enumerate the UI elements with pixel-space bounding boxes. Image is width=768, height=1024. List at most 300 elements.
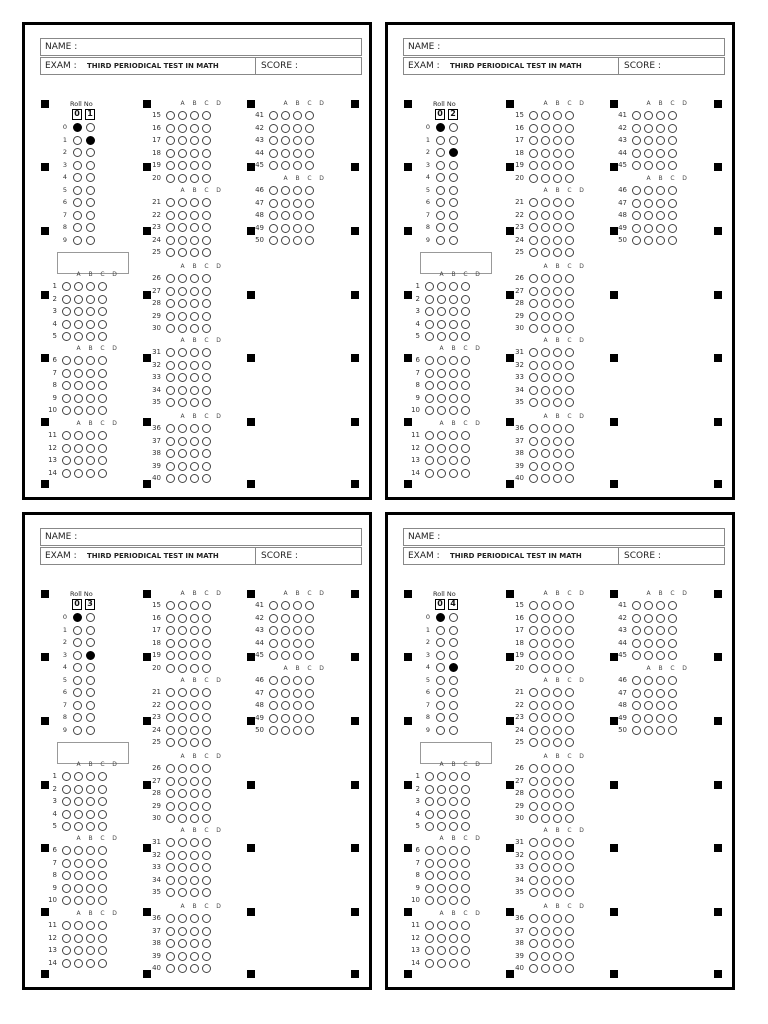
answer-bubble[interactable] <box>305 236 314 245</box>
answer-bubble[interactable] <box>202 863 211 872</box>
roll-bubble[interactable] <box>436 223 445 232</box>
answer-bubble[interactable] <box>644 236 653 245</box>
answer-bubble[interactable] <box>74 785 83 794</box>
answer-bubble[interactable] <box>541 324 550 333</box>
answer-bubble[interactable] <box>541 851 550 860</box>
answer-bubble[interactable] <box>553 361 562 370</box>
answer-bubble[interactable] <box>166 701 175 710</box>
answer-bubble[interactable] <box>190 324 199 333</box>
answer-bubble[interactable] <box>281 626 290 635</box>
answer-bubble[interactable] <box>461 921 470 930</box>
answer-bubble[interactable] <box>541 223 550 232</box>
answer-bubble[interactable] <box>293 639 302 648</box>
answer-bubble[interactable] <box>202 614 211 623</box>
answer-bubble[interactable] <box>202 274 211 283</box>
answer-bubble[interactable] <box>541 136 550 145</box>
answer-bubble[interactable] <box>644 714 653 723</box>
answer-bubble[interactable] <box>644 211 653 220</box>
answer-bubble[interactable] <box>529 136 538 145</box>
answer-bubble[interactable] <box>178 614 187 623</box>
answer-bubble[interactable] <box>541 248 550 257</box>
answer-bubble[interactable] <box>541 601 550 610</box>
answer-bubble[interactable] <box>86 456 95 465</box>
answer-bubble[interactable] <box>190 161 199 170</box>
answer-bubble[interactable] <box>166 287 175 296</box>
answer-bubble[interactable] <box>190 726 199 735</box>
answer-bubble[interactable] <box>202 939 211 948</box>
answer-bubble[interactable] <box>178 789 187 798</box>
answer-bubble[interactable] <box>529 777 538 786</box>
answer-bubble[interactable] <box>565 664 574 673</box>
answer-bubble[interactable] <box>553 386 562 395</box>
answer-bubble[interactable] <box>632 186 641 195</box>
answer-bubble[interactable] <box>644 136 653 145</box>
answer-bubble[interactable] <box>449 896 458 905</box>
answer-bubble[interactable] <box>565 299 574 308</box>
answer-bubble[interactable] <box>541 299 550 308</box>
answer-bubble[interactable] <box>668 136 677 145</box>
roll-bubble[interactable] <box>73 211 82 220</box>
answer-bubble[interactable] <box>86 785 95 794</box>
answer-bubble[interactable] <box>461 406 470 415</box>
answer-bubble[interactable] <box>202 726 211 735</box>
answer-bubble[interactable] <box>437 846 446 855</box>
answer-bubble[interactable] <box>541 287 550 296</box>
answer-bubble[interactable] <box>178 764 187 773</box>
answer-bubble[interactable] <box>190 738 199 747</box>
roll-bubble[interactable] <box>73 626 82 635</box>
answer-bubble[interactable] <box>166 361 175 370</box>
answer-bubble[interactable] <box>437 282 446 291</box>
answer-bubble[interactable] <box>461 959 470 968</box>
answer-bubble[interactable] <box>461 469 470 478</box>
answer-bubble[interactable] <box>202 136 211 145</box>
answer-bubble[interactable] <box>178 111 187 120</box>
answer-bubble[interactable] <box>305 726 314 735</box>
answer-bubble[interactable] <box>202 876 211 885</box>
answer-bubble[interactable] <box>565 111 574 120</box>
roll-bubble[interactable] <box>73 186 82 195</box>
answer-bubble[interactable] <box>668 651 677 660</box>
answer-bubble[interactable] <box>553 136 562 145</box>
answer-bubble[interactable] <box>293 124 302 133</box>
answer-bubble[interactable] <box>449 946 458 955</box>
answer-bubble[interactable] <box>656 224 665 233</box>
answer-bubble[interactable] <box>553 764 562 773</box>
answer-bubble[interactable] <box>425 884 434 893</box>
answer-bubble[interactable] <box>565 789 574 798</box>
answer-bubble[interactable] <box>541 437 550 446</box>
answer-bubble[interactable] <box>305 714 314 723</box>
answer-bubble[interactable] <box>74 469 83 478</box>
answer-bubble[interactable] <box>461 456 470 465</box>
answer-bubble[interactable] <box>437 356 446 365</box>
answer-bubble[interactable] <box>86 934 95 943</box>
answer-bubble[interactable] <box>529 814 538 823</box>
answer-bubble[interactable] <box>98 772 107 781</box>
answer-bubble[interactable] <box>178 174 187 183</box>
answer-bubble[interactable] <box>553 248 562 257</box>
answer-bubble[interactable] <box>541 424 550 433</box>
answer-bubble[interactable] <box>202 424 211 433</box>
answer-bubble[interactable] <box>166 713 175 722</box>
answer-bubble[interactable] <box>565 701 574 710</box>
answer-bubble[interactable] <box>565 373 574 382</box>
answer-bubble[interactable] <box>86 884 95 893</box>
answer-bubble[interactable] <box>461 810 470 819</box>
answer-bubble[interactable] <box>449 295 458 304</box>
answer-bubble[interactable] <box>269 726 278 735</box>
answer-bubble[interactable] <box>461 394 470 403</box>
answer-bubble[interactable] <box>656 601 665 610</box>
answer-bubble[interactable] <box>293 626 302 635</box>
answer-bubble[interactable] <box>553 952 562 961</box>
roll-bubble[interactable] <box>73 613 82 622</box>
answer-bubble[interactable] <box>293 136 302 145</box>
answer-bubble[interactable] <box>62 772 71 781</box>
answer-bubble[interactable] <box>565 324 574 333</box>
answer-bubble[interactable] <box>656 714 665 723</box>
answer-bubble[interactable] <box>86 332 95 341</box>
answer-bubble[interactable] <box>178 876 187 885</box>
answer-bubble[interactable] <box>166 124 175 133</box>
answer-bubble[interactable] <box>74 896 83 905</box>
answer-bubble[interactable] <box>202 386 211 395</box>
answer-bubble[interactable] <box>541 688 550 697</box>
answer-bubble[interactable] <box>449 444 458 453</box>
answer-bubble[interactable] <box>178 927 187 936</box>
answer-bubble[interactable] <box>269 161 278 170</box>
answer-bubble[interactable] <box>98 921 107 930</box>
answer-bubble[interactable] <box>178 373 187 382</box>
answer-bubble[interactable] <box>74 369 83 378</box>
answer-bubble[interactable] <box>166 939 175 948</box>
roll-bubble[interactable] <box>436 148 445 157</box>
answer-bubble[interactable] <box>281 614 290 623</box>
answer-bubble[interactable] <box>529 651 538 660</box>
answer-bubble[interactable] <box>449 431 458 440</box>
answer-bubble[interactable] <box>190 111 199 120</box>
answer-bubble[interactable] <box>305 689 314 698</box>
answer-bubble[interactable] <box>190 348 199 357</box>
answer-bubble[interactable] <box>202 701 211 710</box>
answer-bubble[interactable] <box>281 676 290 685</box>
answer-bubble[interactable] <box>62 846 71 855</box>
answer-bubble[interactable] <box>166 373 175 382</box>
answer-bubble[interactable] <box>86 369 95 378</box>
answer-bubble[interactable] <box>166 449 175 458</box>
answer-bubble[interactable] <box>565 437 574 446</box>
answer-bubble[interactable] <box>541 361 550 370</box>
answer-bubble[interactable] <box>541 211 550 220</box>
answer-bubble[interactable] <box>644 124 653 133</box>
answer-bubble[interactable] <box>437 921 446 930</box>
answer-bubble[interactable] <box>541 939 550 948</box>
answer-bubble[interactable] <box>644 651 653 660</box>
answer-bubble[interactable] <box>668 626 677 635</box>
answer-bubble[interactable] <box>74 959 83 968</box>
name-row[interactable] <box>40 528 362 546</box>
answer-bubble[interactable] <box>541 713 550 722</box>
answer-bubble[interactable] <box>461 884 470 893</box>
answer-bubble[interactable] <box>425 859 434 868</box>
answer-bubble[interactable] <box>632 149 641 158</box>
answer-bubble[interactable] <box>425 959 434 968</box>
answer-bubble[interactable] <box>529 838 538 847</box>
answer-bubble[interactable] <box>202 174 211 183</box>
answer-bubble[interactable] <box>461 320 470 329</box>
roll-bubble[interactable] <box>86 688 95 697</box>
answer-bubble[interactable] <box>166 688 175 697</box>
answer-bubble[interactable] <box>269 111 278 120</box>
answer-bubble[interactable] <box>293 726 302 735</box>
answer-bubble[interactable] <box>74 822 83 831</box>
answer-bubble[interactable] <box>553 373 562 382</box>
answer-bubble[interactable] <box>656 111 665 120</box>
answer-bubble[interactable] <box>425 810 434 819</box>
answer-bubble[interactable] <box>190 802 199 811</box>
answer-bubble[interactable] <box>425 394 434 403</box>
answer-bubble[interactable] <box>166 223 175 232</box>
answer-bubble[interactable] <box>166 888 175 897</box>
answer-bubble[interactable] <box>437 797 446 806</box>
answer-bubble[interactable] <box>178 437 187 446</box>
answer-bubble[interactable] <box>166 211 175 220</box>
roll-bubble[interactable] <box>436 198 445 207</box>
answer-bubble[interactable] <box>541 927 550 936</box>
answer-bubble[interactable] <box>541 462 550 471</box>
answer-bubble[interactable] <box>178 639 187 648</box>
answer-bubble[interactable] <box>62 456 71 465</box>
answer-bubble[interactable] <box>529 614 538 623</box>
answer-bubble[interactable] <box>202 964 211 973</box>
answer-bubble[interactable] <box>529 664 538 673</box>
answer-bubble[interactable] <box>178 161 187 170</box>
answer-bubble[interactable] <box>656 614 665 623</box>
answer-bubble[interactable] <box>293 111 302 120</box>
answer-bubble[interactable] <box>425 846 434 855</box>
answer-bubble[interactable] <box>656 689 665 698</box>
answer-bubble[interactable] <box>74 859 83 868</box>
answer-bubble[interactable] <box>461 282 470 291</box>
answer-bubble[interactable] <box>565 348 574 357</box>
answer-bubble[interactable] <box>166 324 175 333</box>
answer-bubble[interactable] <box>529 373 538 382</box>
answer-bubble[interactable] <box>449 822 458 831</box>
answer-bubble[interactable] <box>190 851 199 860</box>
roll-bubble[interactable] <box>86 136 95 145</box>
answer-bubble[interactable] <box>425 921 434 930</box>
answer-bubble[interactable] <box>565 726 574 735</box>
answer-bubble[interactable] <box>62 431 71 440</box>
roll-bubble[interactable] <box>436 186 445 195</box>
answer-bubble[interactable] <box>529 789 538 798</box>
answer-bubble[interactable] <box>449 934 458 943</box>
answer-bubble[interactable] <box>529 324 538 333</box>
answer-bubble[interactable] <box>461 356 470 365</box>
answer-bubble[interactable] <box>541 876 550 885</box>
roll-bubble[interactable] <box>86 236 95 245</box>
roll-bubble[interactable] <box>449 651 458 660</box>
answer-bubble[interactable] <box>86 444 95 453</box>
answer-bubble[interactable] <box>437 896 446 905</box>
answer-bubble[interactable] <box>74 444 83 453</box>
answer-bubble[interactable] <box>656 236 665 245</box>
answer-bubble[interactable] <box>178 863 187 872</box>
answer-bubble[interactable] <box>98 822 107 831</box>
answer-bubble[interactable] <box>425 469 434 478</box>
roll-bubble[interactable] <box>73 148 82 157</box>
answer-bubble[interactable] <box>529 248 538 257</box>
answer-bubble[interactable] <box>449 772 458 781</box>
answer-bubble[interactable] <box>553 802 562 811</box>
answer-bubble[interactable] <box>98 381 107 390</box>
answer-bubble[interactable] <box>553 713 562 722</box>
answer-bubble[interactable] <box>62 884 71 893</box>
answer-bubble[interactable] <box>190 639 199 648</box>
answer-bubble[interactable] <box>529 398 538 407</box>
answer-bubble[interactable] <box>202 111 211 120</box>
roll-bubble[interactable] <box>449 211 458 220</box>
answer-bubble[interactable] <box>632 111 641 120</box>
answer-bubble[interactable] <box>62 444 71 453</box>
answer-bubble[interactable] <box>202 398 211 407</box>
answer-bubble[interactable] <box>632 714 641 723</box>
roll-bubble[interactable] <box>449 626 458 635</box>
answer-bubble[interactable] <box>541 651 550 660</box>
answer-bubble[interactable] <box>461 295 470 304</box>
answer-bubble[interactable] <box>565 927 574 936</box>
answer-bubble[interactable] <box>529 149 538 158</box>
answer-bubble[interactable] <box>202 639 211 648</box>
answer-bubble[interactable] <box>190 651 199 660</box>
answer-bubble[interactable] <box>541 964 550 973</box>
answer-bubble[interactable] <box>202 236 211 245</box>
answer-bubble[interactable] <box>461 934 470 943</box>
answer-bubble[interactable] <box>632 726 641 735</box>
answer-bubble[interactable] <box>178 449 187 458</box>
answer-bubble[interactable] <box>98 369 107 378</box>
answer-bubble[interactable] <box>553 462 562 471</box>
answer-bubble[interactable] <box>62 307 71 316</box>
answer-bubble[interactable] <box>166 626 175 635</box>
answer-bubble[interactable] <box>437 785 446 794</box>
answer-bubble[interactable] <box>293 149 302 158</box>
answer-bubble[interactable] <box>74 871 83 880</box>
answer-bubble[interactable] <box>178 688 187 697</box>
answer-bubble[interactable] <box>166 198 175 207</box>
answer-bubble[interactable] <box>644 186 653 195</box>
answer-bubble[interactable] <box>98 884 107 893</box>
answer-bubble[interactable] <box>425 431 434 440</box>
answer-bubble[interactable] <box>202 437 211 446</box>
answer-bubble[interactable] <box>269 149 278 158</box>
answer-bubble[interactable] <box>541 236 550 245</box>
answer-bubble[interactable] <box>553 398 562 407</box>
answer-bubble[interactable] <box>86 921 95 930</box>
answer-bubble[interactable] <box>202 601 211 610</box>
answer-bubble[interactable] <box>437 934 446 943</box>
answer-bubble[interactable] <box>190 373 199 382</box>
answer-bubble[interactable] <box>190 838 199 847</box>
answer-bubble[interactable] <box>86 959 95 968</box>
answer-bubble[interactable] <box>425 307 434 316</box>
answer-bubble[interactable] <box>668 689 677 698</box>
roll-bubble[interactable] <box>86 651 95 660</box>
answer-bubble[interactable] <box>305 639 314 648</box>
answer-bubble[interactable] <box>305 601 314 610</box>
answer-bubble[interactable] <box>98 295 107 304</box>
answer-bubble[interactable] <box>178 124 187 133</box>
answer-bubble[interactable] <box>98 871 107 880</box>
answer-bubble[interactable] <box>461 822 470 831</box>
answer-bubble[interactable] <box>98 934 107 943</box>
roll-bubble[interactable] <box>86 173 95 182</box>
answer-bubble[interactable] <box>74 921 83 930</box>
answer-bubble[interactable] <box>166 437 175 446</box>
answer-bubble[interactable] <box>86 381 95 390</box>
answer-bubble[interactable] <box>190 361 199 370</box>
answer-bubble[interactable] <box>293 601 302 610</box>
answer-bubble[interactable] <box>529 888 538 897</box>
answer-bubble[interactable] <box>437 406 446 415</box>
answer-bubble[interactable] <box>305 676 314 685</box>
answer-bubble[interactable] <box>62 394 71 403</box>
answer-bubble[interactable] <box>74 934 83 943</box>
answer-bubble[interactable] <box>632 651 641 660</box>
answer-bubble[interactable] <box>437 295 446 304</box>
answer-bubble[interactable] <box>553 474 562 483</box>
answer-bubble[interactable] <box>166 764 175 773</box>
answer-bubble[interactable] <box>553 688 562 697</box>
answer-bubble[interactable] <box>437 469 446 478</box>
answer-bubble[interactable] <box>305 614 314 623</box>
answer-bubble[interactable] <box>541 449 550 458</box>
answer-bubble[interactable] <box>425 332 434 341</box>
answer-bubble[interactable] <box>553 324 562 333</box>
answer-bubble[interactable] <box>178 348 187 357</box>
answer-bubble[interactable] <box>86 307 95 316</box>
answer-bubble[interactable] <box>202 324 211 333</box>
answer-bubble[interactable] <box>190 876 199 885</box>
answer-bubble[interactable] <box>178 939 187 948</box>
answer-bubble[interactable] <box>166 398 175 407</box>
answer-bubble[interactable] <box>190 789 199 798</box>
answer-bubble[interactable] <box>166 952 175 961</box>
answer-bubble[interactable] <box>553 601 562 610</box>
answer-bubble[interactable] <box>178 952 187 961</box>
answer-bubble[interactable] <box>166 248 175 257</box>
answer-bubble[interactable] <box>202 211 211 220</box>
roll-bubble[interactable] <box>73 701 82 710</box>
answer-bubble[interactable] <box>656 199 665 208</box>
answer-bubble[interactable] <box>62 946 71 955</box>
answer-bubble[interactable] <box>632 224 641 233</box>
answer-bubble[interactable] <box>86 871 95 880</box>
answer-bubble[interactable] <box>166 814 175 823</box>
answer-bubble[interactable] <box>98 946 107 955</box>
answer-bubble[interactable] <box>529 764 538 773</box>
roll-bubble[interactable] <box>73 198 82 207</box>
answer-bubble[interactable] <box>565 449 574 458</box>
answer-bubble[interactable] <box>166 664 175 673</box>
answer-bubble[interactable] <box>98 431 107 440</box>
answer-bubble[interactable] <box>553 174 562 183</box>
answer-bubble[interactable] <box>553 814 562 823</box>
answer-bubble[interactable] <box>529 713 538 722</box>
answer-bubble[interactable] <box>202 764 211 773</box>
answer-bubble[interactable] <box>461 859 470 868</box>
